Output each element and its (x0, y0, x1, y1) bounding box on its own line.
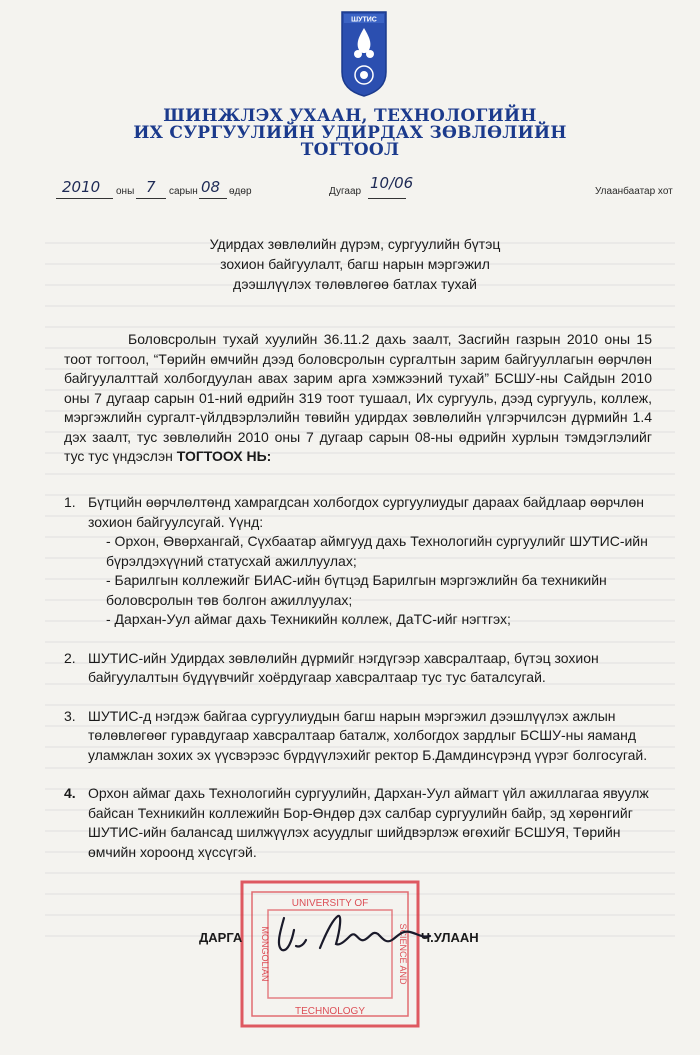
subject-line-1: Удирдах зөвлөлийн дүрэм, сургуулийн бүтэц (209, 236, 501, 252)
subject-line-3: дээшлүүлэх төлөвлөгөө батлах тухай (233, 276, 477, 292)
decree-item (64, 707, 654, 766)
date-number-row (56, 174, 676, 202)
preamble (64, 330, 652, 467)
city-label: Улаанбаатар хот (595, 186, 673, 197)
stamp-text-right: SCIENCE AND (398, 923, 408, 985)
date-month: 7 (146, 178, 156, 196)
decree-item (64, 493, 654, 630)
preamble-text: Боловсролын тухай хуулийн 36.11.2 дахь заалт, Засгийн газрын 2010 оны 15 тоот тогтоол, “Төрийн өмчийн дээд боловсролын сургалтын зарим байгууллагын өөрчлөн байгуулалттай холбогдуулан авах зарим арга хэмжээний тухай” БСШУ-ны Сайдын 2010 оны 7 дугаар сарын 01-ний өдрийн 319 тоот тушаал, Их сургууль, дээд сургууль, коллеж, мэргэжлийн сургалт-үйлдвэрлэлийн төвийн удирдах зөвлөлийн үлгэрчилсэн дүрмийн 1.4 дэх заалт, тус зөвлөлийн 2010 оны 7 дугаар сарын 08-ны өдрийн хурлын тэмдэглэлийг тус тус үндэслэн (64, 331, 652, 464)
header-line-2: ИХ СУРГУУЛИЙН УДИРДАХ ЗӨВЛӨЛИЙН (133, 123, 567, 143)
signer-name: Ч.УЛААН (421, 930, 479, 945)
signer-title: ДАРГА (199, 930, 243, 945)
item-subpoint: - Барилгын коллежийг БИАС-ийн бүтцэд Барилгын мэргэжлийн ба техникийн боловсролын төв болгон ажиллуулах; (106, 572, 607, 608)
emblem-label: ШУТИС (351, 16, 377, 24)
decree-item (64, 784, 654, 862)
stamp-text-bottom: TECHNOLOGY (294, 1006, 366, 1017)
item-subpoint: - Орхон, Өвөрхангай, Сүхбаатар аймгууд дахь Технологийн сургуулийг ШУТИС-ийн бүрэлдэхүүний статусхай ажиллуулах; (106, 533, 648, 569)
day-label: өдөр (229, 186, 252, 197)
subject-line-2: зохион байгуулалт, багш нарын мэргэжил (220, 256, 490, 272)
header-line-3: ТОГТООЛ (300, 140, 400, 160)
date-year: 2010 (62, 178, 101, 196)
item-subpoint: - Дархан-Уул аймаг дахь Техникийн коллеж, ДаТС-ийг нэгтгэх; (106, 611, 511, 627)
item-number: 1. (64, 494, 76, 510)
item-text: Орхон аймаг дахь Технологийн сургуулийн, Дархан-Уул аймагт үйл ажиллагаа явуулж байсан Техникийн коллежийн Бор-Өндөр дэх салбар сургуулийн байр, эд хөрөнгийг ШУТИС-ийн балансад шилжүүлэх асуудлыг шийдвэрлэж өгөхийг БСШУЯ, Төрийн өмчийн хороонд хүссүгэй. (88, 785, 649, 860)
handwritten-signature-icon (262, 900, 442, 970)
item-text: ШУТИС-д нэгдэж байгаа сургуулиудын багш нарын мэргэжил дээшлүүлэх ажлын төлөвлөгөөг гуравдугаар хавсралтаар баталж, холбогдох зардлыг БСШУ-ны яаманд уламжлан зохих эх үүсвэрээс бүрдүүлэхийг ректор Б.Дамдинсүрэнд үүрэг болгосугай. (88, 707, 648, 763)
decree-items (64, 493, 654, 881)
decree-item (64, 649, 654, 688)
document-number: 10/06 (370, 174, 414, 192)
document-subject (175, 234, 535, 294)
header-line-1: ШИНЖЛЭХ УХААН, ТЕХНОЛОГИЙН (163, 106, 537, 126)
stamp-text-top: UNIVERSITY OF (291, 898, 369, 909)
item-number: 2. (64, 649, 76, 666)
date-day: 08 (201, 178, 221, 196)
month-label: сарын (169, 186, 198, 197)
item-text: ШУТИС-ийн Удирдах зөвлөлийн дүрмийг нэгдүгээр хавсралтаар, бүтэц зохион байгуулалтын бүдүүвчийг хоёрдугаар хавсралтаар тус тус баталсугай. (88, 649, 599, 685)
item-text: Бүтцийн өөрчлөлтөнд хамрагдсан холбогдох сургуулиудыг дараах байдлаар өөрчлөн зохион байгуулсугай. Үүнд: (88, 494, 644, 530)
number-label: Дугаар (329, 186, 362, 197)
item-number: 3. (64, 707, 76, 724)
stamp-text-left: MONGOLIAN (260, 926, 270, 982)
decree-label: ТОГТООХ НЬ: (176, 448, 272, 464)
document-header (110, 108, 590, 159)
item-number: 4. (64, 785, 76, 801)
year-label: оны (116, 186, 135, 197)
university-emblem-icon (340, 10, 388, 98)
